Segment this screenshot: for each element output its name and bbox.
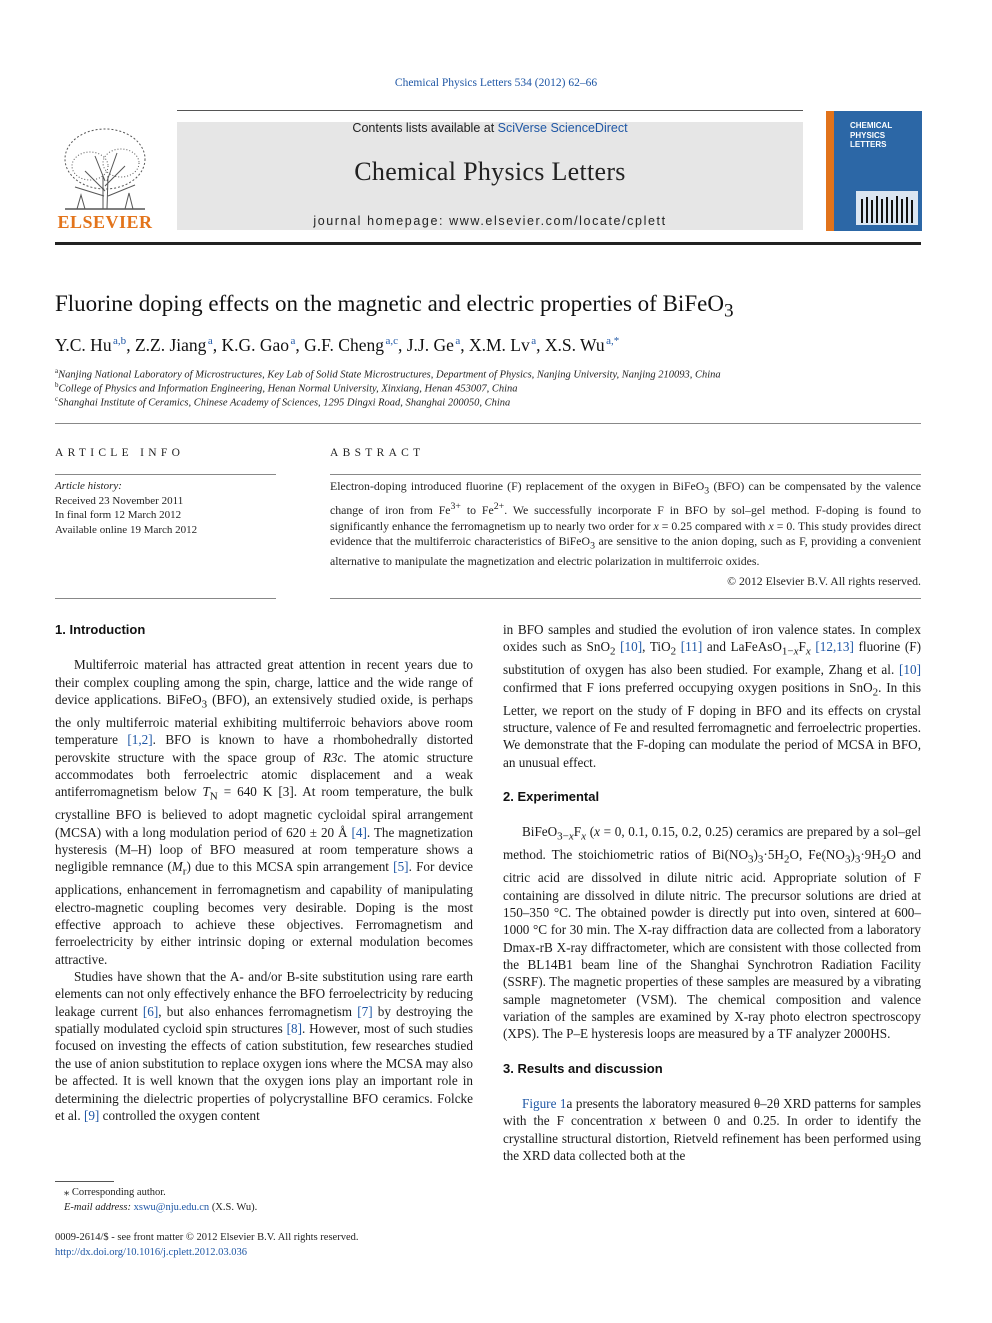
author-name: Y.C. Hu — [55, 335, 112, 355]
author-affiliation-link[interactable]: a — [290, 335, 296, 348]
citation-link[interactable]: [5] — [393, 859, 409, 875]
results-paragraph: Figure 1a presents the laboratory measured θ–2θ XRD patterns for samples with the F concentration x between 0 and 0.25. In order to identify the crystalline structural distortion, Rietveld refinement has been performed using the XRD data collected both at the — [503, 1096, 922, 1164]
cover-graphic — [856, 191, 918, 225]
affiliation-text: College of Physics and Information Engineering, Henan Normal University, Xinxiang, Henan 453007, China — [58, 383, 518, 395]
journal-reference-link[interactable]: Chemical Physics Letters 534 (2012) 62–66 — [394, 77, 598, 89]
email-link[interactable]: xswu@nju.edu.cn — [133, 1202, 210, 1213]
journal-homepage-link[interactable]: journal homepage: www.elsevier.com/locate/cplett — [313, 214, 667, 228]
author-list — [55, 335, 619, 356]
citation-link[interactable]: [4] — [351, 824, 367, 840]
section-heading-results: 3. Results and discussion — [503, 1060, 663, 1076]
contents-availability-line — [177, 121, 803, 135]
elsevier-wordmark: ELSEVIER — [57, 212, 153, 232]
affiliation-key: a — [55, 367, 59, 375]
contents-prefix: Contents lists available at — [352, 121, 498, 135]
author-affiliation-link[interactable]: a — [531, 335, 537, 348]
citation-link[interactable]: [10] — [899, 662, 921, 678]
author-name: J.J. Ge — [406, 335, 454, 355]
sciencedirect-link[interactable]: SciVerse ScienceDirect — [497, 121, 628, 135]
citation-link[interactable]: [11] — [680, 639, 703, 655]
author-name: X.S. Wu — [544, 335, 605, 355]
history-received: Received 23 November 2011 — [55, 494, 184, 507]
email-line — [55, 1200, 257, 1215]
author-separator: , — [397, 335, 407, 355]
section-heading-introduction: 1. Introduction — [55, 622, 146, 637]
header-divider — [55, 423, 921, 424]
article-history — [55, 479, 197, 537]
history-heading: Article history: — [55, 480, 122, 492]
doi-link[interactable]: http://dx.doi.org/10.1016/j.cplett.2012.03.036 — [55, 1246, 248, 1258]
citation-link[interactable]: [8] — [286, 1021, 302, 1037]
masthead-bottom-rule — [55, 242, 921, 245]
history-final-form: In final form 12 March 2012 — [55, 509, 182, 521]
affiliation-c — [55, 395, 510, 409]
body-column-right — [503, 621, 921, 1165]
author-affiliation-link[interactable]: a,* — [606, 335, 620, 348]
email-suffix: (X.S. Wu). — [209, 1202, 258, 1213]
citation-link[interactable]: [9] — [83, 1107, 100, 1123]
figure-link[interactable]: Figure 1 — [522, 1096, 567, 1112]
affiliation-b — [55, 381, 518, 395]
cover-title-line: CHEMICAL — [850, 121, 893, 130]
corresponding-author-footnote — [55, 1185, 257, 1215]
abstract-text: Electron-doping introduced fluorine (F) replacement of the oxygen in BiFeO$_3$ (BFO) can be compensated by the valence change of iron from $Fe^{3+}$ to $Fe^{2+}$. We successfully incorporate F in BFO by sol–gel method. F-doping is found to significantly enhance the ferromagnetism up to nearly two order for x = 0.25 compared with x = 0. This study provides direct evidence that the multiferroic characteristics of BiFeO$_3$ are sensitive to the anion doping, such as F, providing a convenient alternative to manipulate the magnetization and electric polarization in multiferroic oxides. — [330, 479, 922, 569]
body-column-left — [55, 621, 473, 1124]
author-name: K.G. Gao — [221, 335, 290, 355]
article-info-heading: ARTICLE INFO — [55, 447, 185, 459]
cover-stripe — [826, 111, 834, 231]
author-affiliation-link[interactable]: a,c — [385, 335, 398, 348]
abstract-heading: ABSTRACT — [330, 447, 425, 459]
intro-paragraph-2-continued: in BFO samples and studied the evolution of iron valence states. In complex oxides such as SnO$_2$ [10], TiO$_2$ [11] and $LaFeAsO_{1-x}F_x$ [12,13] fluorine (F) substitution of oxygen has also been studied. For example, Zhang et al. [10] confirmed that F ions preferred occupying oxygen positions in SnO$_2$. In this Letter, we report on the study of F doping in BFO and its effects on crystal structure, valence of Fe and resulted ferromagnetic and ferroelectric properties. We demonstrate that the F-doping can modulate the period of MCSA in BFO, an unusual effect. — [503, 622, 922, 770]
intro-paragraph-2: Studies have shown that the A- and/or B-site substitution using rare earth elements can not only effectively enhance the BFO ferroelectricity by reducing leakage current [6], but also enhances ferromagnetism [7] by destroying the spatially modulated cycloid spin structures [8]. However, most of such studies focused on investing the effects of cation substitution, few researches studied the use of anion substitution to replace oxygen ions where the MCSA may also be affected. It is well known that the oxygen ions play an important role in determining the dielectric properties of polycrystalline BFO ceramics. Folcke et al. [9] controlled the oxygen content — [55, 969, 473, 1123]
author-separator: , — [536, 335, 545, 355]
footnote-rule — [55, 1181, 114, 1182]
experimental-paragraph: $BiFeO_{3-x}F_x$ (x = 0, 0.1, 0.15, 0.2, 0.25) ceramics are prepared by a sol–gel method. The stoichiometric ratios of $Bi(NO_3)_3\cdot 5H_2O$, $Fe(NO_3)_3\cdot 9H_2O$ and citric acid are dissolved in dilute nitric acid. Appropriate solution of F containing are dissolved in dilute nitric. The precursor solutions are dried at 150–350 °C. The obtained powder is directly put into oven, sintered at 600–1000 °C for 30 min. The X-ray diffraction data are collected from a laboratory Dmax-rB X-ray diffractometer, which are consistent with those collected from the BL14B1 beam line of the Shanghai Synchrotron Radiation Facility (SSRF). The magnetic properties of these samples are measured by a vibrating sample magnetometer (VSM). The chemical composition and valence variation of the samples are examined by X-ray photo electron spectroscopy (XPS). The P–E hysteresis loops are measured by a TF analyzer 2000HS. — [503, 824, 921, 1042]
journal-name: Chemical Physics Letters — [354, 157, 626, 186]
author-name: Z.Z. Jiang — [134, 335, 207, 355]
history-online: Available online 19 March 2012 — [55, 523, 198, 536]
affiliation-key: b — [55, 381, 59, 389]
author-name: X.M. Lv — [468, 335, 530, 355]
email-label: E-mail address: — [64, 1202, 131, 1213]
section-heading-experimental: 2. Experimental — [503, 789, 600, 805]
citation-link[interactable]: [1,2] — [127, 732, 153, 748]
corresponding-author-label: ⁎ Corresponding author. — [64, 1187, 166, 1198]
cover-title-line: LETTERS — [850, 140, 887, 149]
article-title-text: Fluorine doping effects on the magnetic and electric properties of BiFeO — [55, 291, 724, 316]
article-title-subscript: 3 — [723, 300, 734, 322]
cover-title — [850, 121, 892, 150]
author-name: G.F. Cheng — [304, 335, 384, 355]
citation-link[interactable]: [10] — [620, 639, 643, 655]
article-info-rule — [55, 474, 276, 475]
abstract-rule — [330, 474, 921, 475]
citation-link[interactable]: [6] — [142, 1003, 159, 1019]
copyright-notice: © 2012 Elsevier B.V. All rights reserved. — [727, 574, 921, 588]
issn-block — [55, 1231, 358, 1260]
citation-link[interactable]: [7] — [357, 1003, 373, 1019]
journal-cover-thumbnail[interactable] — [826, 111, 922, 231]
author-separator: , — [295, 335, 305, 355]
affiliation-key: c — [55, 395, 59, 403]
citation-link[interactable]: [12,13] — [815, 639, 854, 655]
author-separator: , — [460, 335, 469, 355]
author-affiliation-link[interactable]: a,b — [113, 335, 127, 348]
intro-paragraph-1: Multiferroic material has attracted great attention in recent years due to their complex coupling among the spin, charge, lattice and the wide range of device applications. BiFeO$_3$ (BFO), an extensively studied oxide, is perhaps the only multiferroic material exhibiting multiferroic behaviors above room temperature [1,2]. BFO is known to have a rhombohedrally distorted perovskite structure with the space group of R3c. The atomic structure accommodates both ferroelectric atomic displacement and a weak antiferromagnetism below $T_N = 640$ K [3]. At room temperature, the bulk crystalline BFO is believed to adopt magnetic cycloidal spiral arrangement (MCSA) with a long modulation period of 620 ± 20 Å [4]. The magnetization hysteresis (M–H) loop of BFO measured at room temperature shows a negligible remnance $(M_r)$ due to this MCSA spin arrangement [5]. For device applications, enhancement in ferromagnetism and capability of manipulating electro-magnetic coupling becomes very desirable. Doping is the most effective approach to achieve these objectives. Ferromagnetism and ferroelectricity by either intrinsic doping or external modulation becomes attractive. — [55, 657, 473, 967]
abstract-bottom-rule — [330, 598, 921, 599]
front-matter-line: 0009-2614/$ - see front matter © 2012 Elsevier B.V. All rights reserved. — [55, 1232, 359, 1243]
article-title — [55, 291, 734, 323]
author-affiliation-link[interactable]: a — [455, 335, 461, 348]
affiliation-a — [55, 367, 721, 381]
affiliation-text: Shanghai Institute of Ceramics, Chinese Academy of Sciences, 1295 Dingxi Road, Shanghai 200050, China — [58, 397, 511, 409]
author-separator: , — [212, 335, 222, 355]
masthead-top-rule — [177, 110, 803, 111]
author-affiliation-link[interactable]: a — [207, 335, 213, 348]
article-info-bottom-rule — [55, 598, 276, 599]
affiliation-text: Nanjing National Laboratory of Microstructures, Key Lab of Solid State Microstructures, Department of Physics, Nanjing University, Nanjing 210093, China — [58, 369, 721, 381]
cover-title-line: PHYSICS — [850, 130, 886, 140]
author-separator: , — [126, 335, 135, 355]
